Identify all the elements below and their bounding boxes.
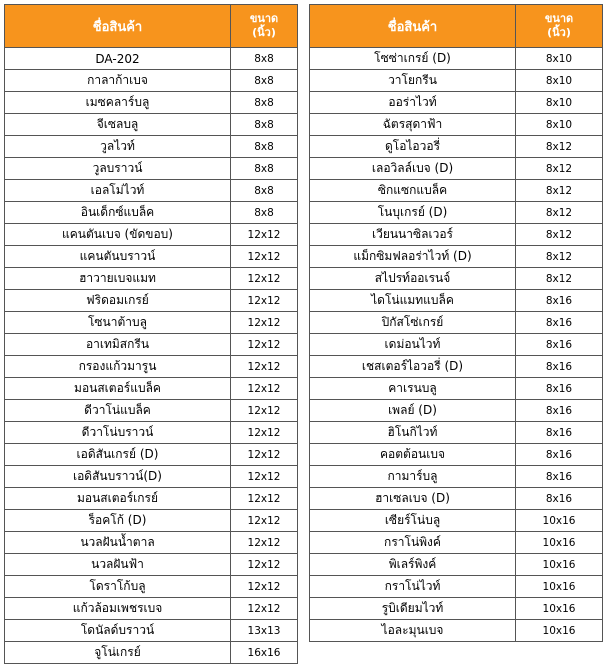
table-row [310,268,603,290]
product-size-cell: 12x12 [231,598,298,620]
product-size-cell: 8x12 [516,202,603,224]
product-size-cell: 8x10 [516,92,603,114]
table-row [310,576,603,598]
table-row [310,444,603,466]
table-row [5,136,298,158]
size-header [231,5,298,48]
table-row [5,334,298,356]
table-row [310,510,603,532]
table-row [310,378,603,400]
table-row [5,444,298,466]
table-row [310,70,603,92]
product-size-cell: 8x12 [516,180,603,202]
product-size-cell: 8x12 [516,158,603,180]
product-name-cell: ฮาเซลเบจ (D) [310,488,516,510]
product-name-cell: ไอละมุนเบจ [310,620,516,642]
size-header [516,5,603,48]
product-size-cell: 8x10 [516,48,603,70]
product-size-cell: 8x16 [516,290,603,312]
table-row [310,400,603,422]
product-name-cell: รูบิเดียมไวท์ [310,598,516,620]
product-size-cell: 12x12 [231,554,298,576]
product-size-cell: 8x16 [516,422,603,444]
product-size-cell: 8x16 [516,444,603,466]
product-name-cell: เลอวิลล์เบจ (D) [310,158,516,180]
table-row [5,246,298,268]
product-name-cell: เอดิสันบราวน์(D) [5,466,231,488]
table-row [5,70,298,92]
product-size-cell: 12x12 [231,378,298,400]
table-row [310,48,603,70]
product-name-cell: มอนสเตอร์แบล็ค [5,378,231,400]
table-row [5,114,298,136]
table-row [5,400,298,422]
product-name-cell: กราโน่ไวท์ [310,576,516,598]
product-name-cell: ดีวาโน่บราวน์ [5,422,231,444]
product-size-cell: 12x12 [231,312,298,334]
table-row [310,334,603,356]
product-name-cell: แก้วล้อมเพชรเบจ [5,598,231,620]
product-size-cell: 12x12 [231,400,298,422]
product-size-cell: 8x10 [516,70,603,92]
table-row [310,136,603,158]
product-name-cell: ดูโอไอวอรี่ [310,136,516,158]
table-row [5,224,298,246]
product-name-cell: ปิกัสโซ่เกรย์ [310,312,516,334]
product-name-cell: โดราโก้บลู [5,576,231,598]
product-name-cell: กราโน่พิงค์ [310,532,516,554]
product-size-cell: 12x12 [231,422,298,444]
product-name-cell: ฮิโนกิไวท์ [310,422,516,444]
product-size-cell: 8x16 [516,400,603,422]
table-row [5,378,298,400]
table-row [310,598,603,620]
product-size-cell: 8x10 [516,114,603,136]
product-name-cell: เชสเตอร์ไอวอรี่ (D) [310,356,516,378]
table-row [310,246,603,268]
table-row [310,180,603,202]
right-product-table [309,4,603,642]
product-name-cell: คาเรนบลู [310,378,516,400]
table-row [5,510,298,532]
table-row [5,532,298,554]
product-name-cell: มอนสเตอร์เกรย์ [5,488,231,510]
product-name-cell: ฮาวายเบจแมท [5,268,231,290]
product-name-cell: โซนาต้าบลู [5,312,231,334]
product-name-cell: แคนตันเบจ (ขัดขอบ) [5,224,231,246]
product-name-cell: กาลาก้าเบจ [5,70,231,92]
product-name-cell: ฉัตรสุดาฟ้า [310,114,516,136]
table-row [5,356,298,378]
product-size-cell: 8x8 [231,114,298,136]
left-product-table [4,4,298,664]
product-size-cell: 10x16 [516,510,603,532]
product-size-cell: 12x12 [231,576,298,598]
product-name-cell: เมซคลาร์บลู [5,92,231,114]
product-name-cell: วูลบราวน์ [5,158,231,180]
table-row [5,180,298,202]
table-row [5,598,298,620]
product-size-cell: 12x12 [231,268,298,290]
product-size-cell: 10x16 [516,598,603,620]
product-name-cell: ซิกแซกแบล็ค [310,180,516,202]
product-name-cell: ฟริดอมเกรย์ [5,290,231,312]
product-size-cell: 12x12 [231,224,298,246]
product-name-cell: เดม่อนไวท์ [310,334,516,356]
product-size-cell: 8x8 [231,202,298,224]
table-row [5,466,298,488]
product-name-cell: ไดโน่แมทแบล็ค [310,290,516,312]
size-header-line1: ขนาด [544,12,574,25]
product-size-cell: 8x12 [516,136,603,158]
product-name-cell: โซซ่าเกรย์ (D) [310,48,516,70]
product-size-cell: 8x16 [516,334,603,356]
product-name-cell: กามาร์บลู [310,466,516,488]
product-name-cell: วูลไวท์ [5,136,231,158]
table-row [310,158,603,180]
table-row [5,620,298,642]
product-size-cell: 12x12 [231,444,298,466]
product-name-header: ชื่อสินค้า [310,5,516,48]
size-header-line2: (นิ้ว) [252,26,276,39]
table-row [310,92,603,114]
product-name-cell: สไปรท์ออเรนจ์ [310,268,516,290]
table-row [310,620,603,642]
product-size-cell: 8x16 [516,356,603,378]
product-name-cell: ออร่าไวท์ [310,92,516,114]
product-size-cell: 12x12 [231,290,298,312]
product-size-cell: 12x12 [231,532,298,554]
table-row [310,554,603,576]
product-name-cell: วาโยกรีน [310,70,516,92]
product-name-cell: นวลฝันฟ้า [5,554,231,576]
table-row [310,114,603,136]
table-row [310,290,603,312]
product-name-cell: อินเด็กซ์แบล็ค [5,202,231,224]
product-name-cell: โนบุเกรย์ (D) [310,202,516,224]
product-name-cell: เวียนนาซิลเวอร์ [310,224,516,246]
product-size-cell: 12x12 [231,356,298,378]
table-row [310,466,603,488]
size-header-line1: ขนาด [249,12,279,25]
product-name-cell: เพลย์ (D) [310,400,516,422]
table-row [5,488,298,510]
product-size-cell: 8x16 [516,488,603,510]
product-size-cell: 8x8 [231,48,298,70]
product-name-cell: นวลฝันน้ำตาล [5,532,231,554]
table-row [5,158,298,180]
product-name-cell: คอตต้อนเบจ [310,444,516,466]
table-row [310,312,603,334]
product-name-header: ชื่อสินค้า [5,5,231,48]
product-size-cell: 10x16 [516,554,603,576]
table-row [5,422,298,444]
product-name-cell: เอลโม่ไวท์ [5,180,231,202]
table-row [310,532,603,554]
product-size-cell: 8x8 [231,70,298,92]
product-size-cell: 10x16 [516,620,603,642]
product-size-cell: 16x16 [231,642,298,664]
product-size-cell: 12x12 [231,510,298,532]
table-row [5,642,298,664]
product-name-cell: พิเลร์พิงค์ [310,554,516,576]
table-row [5,576,298,598]
table-row [5,202,298,224]
table-row [5,268,298,290]
table-row [310,202,603,224]
table-row [5,554,298,576]
product-size-cell: 10x16 [516,532,603,554]
product-size-cell: 13x13 [231,620,298,642]
table-row [5,290,298,312]
table-row [310,422,603,444]
product-size-cell: 12x12 [231,466,298,488]
product-size-cell: 8x16 [516,378,603,400]
product-size-cell: 8x12 [516,224,603,246]
product-size-cell: 8x8 [231,92,298,114]
product-size-cell: 10x16 [516,576,603,598]
product-name-cell: แคนตันบราวน์ [5,246,231,268]
table-row [5,92,298,114]
product-size-cell: 8x12 [516,268,603,290]
product-name-cell: จูโน่เกรย์ [5,642,231,664]
product-size-cell: 12x12 [231,334,298,356]
product-name-cell: ร็อคโก้ (D) [5,510,231,532]
product-size-cell: 8x8 [231,158,298,180]
product-name-cell: เซียร์โน่บลู [310,510,516,532]
product-name-cell: ดีวาโน่แบล็ค [5,400,231,422]
table-row [310,488,603,510]
product-size-cell: 8x16 [516,466,603,488]
product-size-cell: 8x8 [231,180,298,202]
product-name-cell: จีเซลบลู [5,114,231,136]
product-size-cell: 8x16 [516,312,603,334]
product-name-cell: เอดิสันเกรย์ (D) [5,444,231,466]
product-name-cell: แม็กซิมฟลอร่าไวท์ (D) [310,246,516,268]
product-name-cell: กรองแก้วมารูน [5,356,231,378]
product-name-cell: DA-202 [5,48,231,70]
size-header-line2: (นิ้ว) [547,26,571,39]
product-name-cell: โดนัลด์บราวน์ [5,620,231,642]
product-size-cell: 12x12 [231,488,298,510]
product-name-cell: อาเทมิสกรีน [5,334,231,356]
table-row [5,312,298,334]
product-size-cell: 8x12 [516,246,603,268]
table-row [310,224,603,246]
product-size-cell: 12x12 [231,246,298,268]
table-row [5,48,298,70]
product-size-cell: 8x8 [231,136,298,158]
table-row [310,356,603,378]
